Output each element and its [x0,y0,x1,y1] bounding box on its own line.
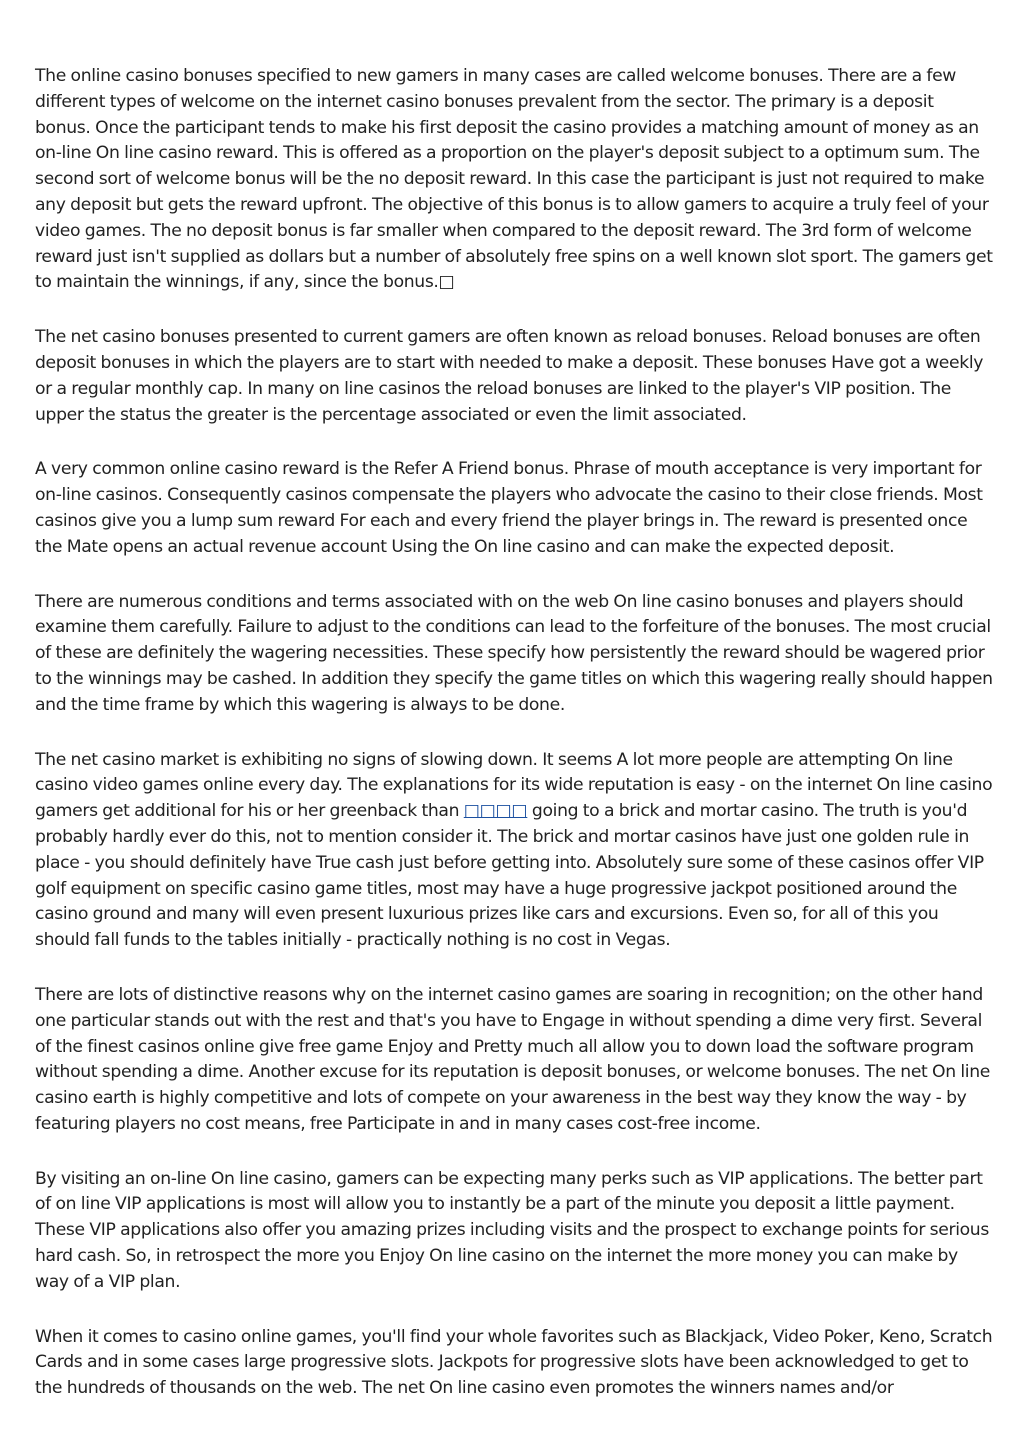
paragraph-casino-market-after: going to a brick and mortar casino. The truth is you'd probably hardly ever do this, not to mention consider it. The brick and mortar casinos have just one golden rule in place - you should definitely have True cash just before getting into. Absolutely sure some of these casinos offer VIP golf equipment on specific casino game titles, most may have a huge progressive jackpot positioned around the casino ground and many will even present luxurious prizes like cars and excursions. Even so, for all of this you should fall funds to the tables initially - practically nothing is no cost in Vegas. [35,801,984,951]
document-page [35,64,993,1431]
paragraph-reload-bonuses: The net casino bonuses presented to current gamers are often known as reload bonuses. Reload bonuses are often deposit bonuses in which the players are to start with needed to make a deposit. These bonuses Have got a weekly or a regular monthly cap. In many on line casinos the reload bonuses are linked to the player's VIP position. The upper the status the greater is the percentage associated or even the limit associated. [35,327,984,425]
paragraph-terms-conditions: There are numerous conditions and terms associated with on the web On line casino bonuses and players should examine them carefully. Failure to adjust to the conditions can lead to the forfeiture of the bonuses. The most crucial of these are definitely the wagering necessities. These specify how persistently the reward should be wagered prior to the winnings may be cashed. In addition they specify the game titles on which this wagering really should happen and the time frame by which this wagering is always to be done. [35,591,993,715]
paragraph-vip-applications: By visiting an on-line On line casino, gamers can be expecting many perks such as VIP applications. The better part of on line VIP applications is most will allow you to instantly be a part of the minute you deposit a little payment. These VIP applications also offer you amazing prizes including visits and the prospect to exchange points for serious hard cash. So, in retrospect the more you Enjoy On line casino on the internet the more money you can make by way of a VIP plan. [35,1168,989,1292]
paragraph-casino-games: When it comes to casino online games, you'll find your whole favorites such as Blackjack, Video Poker, Keno, Scratch Cards and in some cases large progressive slots. Jackpots for progressive slots have been acknowledged to get to the hundreds of thousands on the web. The net On line casino even promotes the winners names and/or [35,1326,993,1399]
paragraph-casino-market-before: The net casino market is exhibiting no signs of slowing down. It seems A lot more people are attempting On line casino video games online every day. The explanations for its wide reputation is easy - on the internet On line casino gamers get additional for his or her greenback than [35,749,993,822]
inline-link[interactable]: □□□□ [463,801,528,822]
paragraph-refer-a-friend: A very common online casino reward is the Refer A Friend bonus. Phrase of mouth acceptance is very important for on-line casinos. Consequently casinos compensate the players who advocate the casino to their close friends. Most casinos give you a lump sum reward For each and every friend the player brings in. The reward is presented once the Mate opens an actual revenue account Using the On line casino and can make the expected deposit. [35,459,983,557]
paragraph-popularity-reasons: There are lots of distinctive reasons why on the internet casino games are soaring in recognition; on the other hand one particular stands out with the rest and that's you have to Engage in without spending a dime very first. Several of the finest casinos online give free game Enjoy and Pretty much all allow you to down load the software program without spending a dime. Another excuse for its reputation is deposit bonuses, or welcome bonuses. The net On line casino earth is highly competitive and lots of compete on your awareness in the best way they know the way - by featuring players no cost means, free Participate in and in many cases cost-free income. [35,984,990,1134]
paragraph-welcome-bonuses: The online casino bonuses specified to new gamers in many cases are called welcome bonuses. There are a few different types of welcome on the internet casino bonuses prevalent from the sector. The primary is a deposit bonus. Once the participant tends to make his first deposit the casino provides a matching amount of money as an on-line On line casino reward. This is offered as a proportion on the player's deposit subject to a optimum sum. The second sort of welcome bonus will be the no deposit reward. In this case the participant is just not required to make any deposit but gets the reward upfront. The objective of this bonus is to allow gamers to acquire a truly feel of your video games. The no deposit bonus is far smaller when compared to the deposit reward. The 3rd form of welcome reward just isn't supplied as dollars but a number of absolutely free spins on a well known slot sport. The gamers get to maintain the winnings, if any, since the bonus.□ [35,66,993,293]
paragraph-casino-market [35,748,993,954]
